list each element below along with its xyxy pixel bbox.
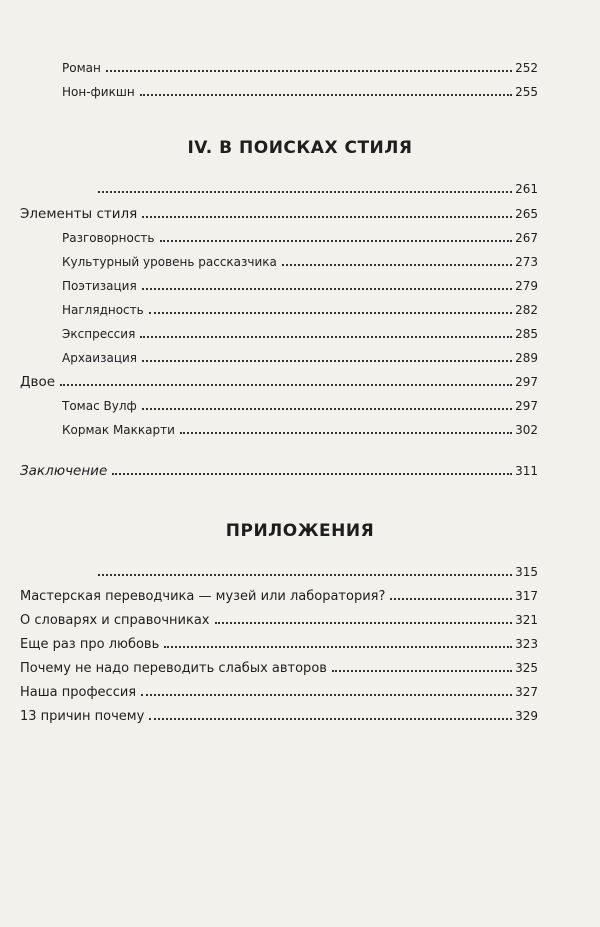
toc-entry-page: 279 bbox=[515, 279, 538, 293]
toc-entry-title: Разговорность bbox=[62, 231, 155, 245]
toc-entry-subitem bbox=[62, 326, 538, 342]
toc-entry-title: Заключение bbox=[20, 463, 108, 479]
toc-entry-appendix-item bbox=[20, 636, 538, 653]
toc-entry-page: 282 bbox=[515, 303, 538, 317]
toc-entry-title: Культурный уровень рассказчика bbox=[62, 255, 277, 269]
toc-entry-subitem bbox=[62, 398, 538, 414]
dot-leader bbox=[98, 191, 512, 193]
dot-leader bbox=[140, 94, 512, 96]
dot-leader bbox=[142, 360, 512, 362]
dot-leader bbox=[60, 384, 512, 386]
dot-leader bbox=[160, 240, 513, 242]
toc-entry-title: Почему не надо переводить слабых авторов bbox=[20, 661, 327, 676]
toc-entry-subitem bbox=[62, 254, 538, 270]
toc-entry-elements bbox=[20, 206, 538, 222]
toc-entry-title: Наглядность bbox=[62, 303, 144, 317]
dot-leader bbox=[142, 408, 512, 410]
toc-entry-intro bbox=[93, 181, 538, 197]
dot-leader bbox=[390, 598, 512, 600]
dot-leader bbox=[282, 264, 512, 266]
toc-entry-page: 265 bbox=[515, 207, 538, 221]
toc-entry-page: 273 bbox=[515, 255, 538, 269]
toc-entry-page: 321 bbox=[515, 613, 538, 627]
toc-entry-subitem bbox=[62, 350, 538, 366]
toc-entry-page: 252 bbox=[515, 61, 538, 75]
toc-entry-title: Наша профессия bbox=[20, 685, 137, 700]
toc-entry-title: Архаизация bbox=[62, 351, 137, 365]
toc-entry-subitem bbox=[62, 302, 538, 318]
appendix-heading: ПРИЛОЖЕНИЯ bbox=[225, 521, 375, 541]
toc-entry-appendix-item bbox=[20, 708, 538, 725]
toc-entry-appendix-intro bbox=[93, 564, 538, 580]
toc-entry-page: 297 bbox=[515, 399, 538, 413]
toc-entry-page: 297 bbox=[515, 375, 538, 389]
toc-entry-title: Томас Вулф bbox=[62, 399, 137, 413]
toc-entry-page: 325 bbox=[515, 661, 538, 675]
toc-entry-subitem bbox=[62, 422, 538, 438]
toc-entry-title: Двое bbox=[20, 374, 56, 390]
dot-leader bbox=[106, 70, 512, 72]
toc-entry-title: Элементы стиля bbox=[20, 206, 138, 222]
toc-entry-page: 315 bbox=[515, 565, 538, 579]
toc-entry-nonfiction bbox=[62, 84, 538, 100]
dot-leader bbox=[332, 670, 512, 672]
toc-entry-title: Мастерская переводчика — музей или лаборатория? bbox=[20, 589, 386, 604]
toc-entry-page: 267 bbox=[515, 231, 538, 245]
toc-entry-title: Кормак Маккарти bbox=[62, 423, 175, 437]
toc-entry-title: Нон-фикшн bbox=[62, 85, 135, 99]
toc-entry-page: 261 bbox=[515, 182, 538, 196]
toc-entry-appendix-item bbox=[20, 612, 538, 629]
dot-leader bbox=[142, 216, 512, 218]
toc-entry-appendix-item bbox=[20, 684, 538, 701]
toc-entry-page: 317 bbox=[515, 589, 538, 603]
toc-entry-roman bbox=[62, 60, 538, 76]
dot-leader bbox=[141, 694, 512, 696]
toc-entry-title: 13 причин почему bbox=[20, 709, 145, 724]
toc-entry-page: 311 bbox=[515, 464, 538, 478]
toc-entry-title: Роман bbox=[62, 61, 101, 75]
dot-leader bbox=[180, 432, 512, 434]
toc-entry-page: 289 bbox=[515, 351, 538, 365]
dot-leader bbox=[215, 622, 513, 624]
toc-entry-appendix-item bbox=[20, 588, 538, 605]
dot-leader bbox=[140, 336, 512, 338]
toc-entry-title: О словарях и справочниках bbox=[20, 613, 210, 628]
dot-leader bbox=[149, 718, 512, 720]
toc-entry-title: Экспрессия bbox=[62, 327, 136, 341]
dot-leader bbox=[112, 473, 512, 475]
toc-entry-page: 323 bbox=[515, 637, 538, 651]
toc-entry-page: 302 bbox=[515, 423, 538, 437]
dot-leader bbox=[142, 288, 512, 290]
toc-entry-appendix-item bbox=[20, 660, 538, 677]
dot-leader bbox=[98, 574, 512, 576]
toc-entry-title: Поэтизация bbox=[62, 279, 137, 293]
toc-entry-page: 329 bbox=[515, 709, 538, 723]
toc-entry-conclusion bbox=[20, 463, 538, 479]
dot-leader bbox=[164, 646, 512, 648]
toc-entry-page: 255 bbox=[515, 85, 538, 99]
toc-entry-subitem bbox=[62, 230, 538, 246]
dot-leader bbox=[149, 312, 512, 314]
toc-entry-two bbox=[20, 374, 538, 390]
toc-entry-page: 285 bbox=[515, 327, 538, 341]
toc-entry-title: Еще раз про любовь bbox=[20, 637, 160, 652]
section-heading: IV. В ПОИСКАХ СТИЛЯ bbox=[187, 138, 413, 158]
toc-entry-page: 327 bbox=[515, 685, 538, 699]
toc-entry-subitem bbox=[62, 278, 538, 294]
